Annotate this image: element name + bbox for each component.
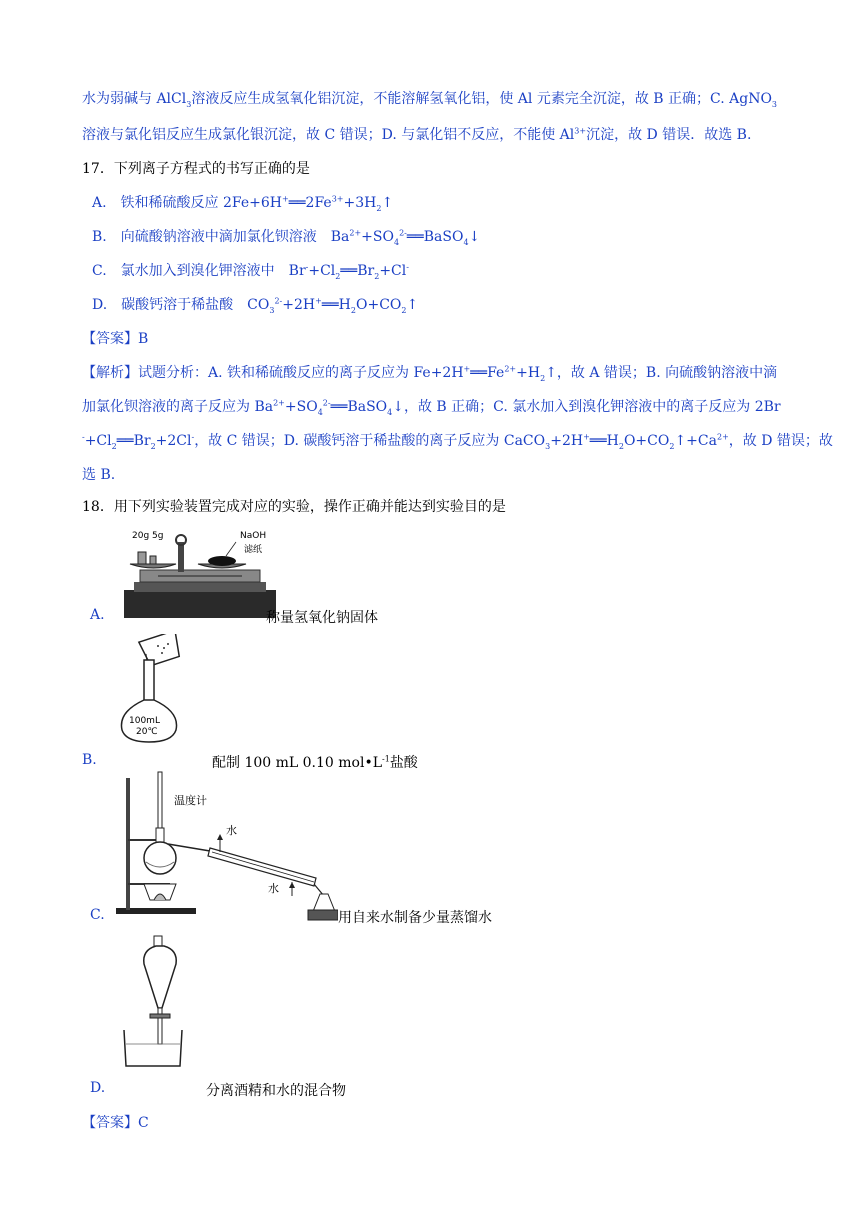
q18-option-a-letter: A. — [90, 607, 105, 623]
q18-option-d-letter: D. — [90, 1080, 106, 1096]
balance-figure — [118, 528, 284, 622]
q18-option-b-caption: 配制 100 mL 0.10 $mol•L^{-1}$盐酸 — [212, 754, 418, 771]
left-pan — [130, 564, 176, 568]
flask-neck — [144, 660, 154, 702]
q17-option-b: B. 向硫酸钠溶液中滴加氯化钡溶液 $Ba^{2+}+SO_4^{2-}══BaSO_4↓$ — [92, 228, 481, 247]
q18-option-a-caption: 称量氢氧化钠固体 — [266, 610, 378, 626]
q18-option-c-letter: C. — [90, 907, 105, 923]
q17-stem: 17．下列离子方程式的书写正确的是 — [82, 161, 310, 177]
funnel-stopcock — [150, 1014, 170, 1018]
flask-stand — [308, 910, 338, 920]
separatory-funnel-figure — [120, 934, 200, 1068]
filter-paper-label: 滤纸 — [244, 545, 263, 555]
q18-option-b-letter: B. — [82, 752, 97, 768]
q18-option-c-caption: 用自来水制备少量蒸馏水 — [338, 910, 492, 926]
naoh-solid — [208, 556, 236, 566]
distillation-flask — [144, 842, 176, 874]
q17-option-c: C. 氯水加入到溴化钾溶液中 $Br^-+Cl_2══Br_2+Cl^-$ — [92, 262, 409, 281]
balance-base — [124, 590, 276, 618]
funnel-stopper — [154, 936, 162, 946]
balance-plate-base — [134, 582, 266, 592]
distillation-figure — [116, 768, 338, 922]
prev-explanation-line-1: 水为弱碱与 AlCl$_3$溶液反应生成氢氧化铝沉淀，不能溶解氢氧化铝，使 Al 元素完全沉淀，故 B 正确；C. AgNO$_3$ — [82, 91, 778, 109]
stand-rod — [126, 778, 130, 910]
q17-analysis-line-1: 【解析】试题分析：A. 铁和稀硫酸反应的离子反应为 $Fe+2H^+══Fe^{2+}+H_2↑$，故 A 错误；B. 向硫酸钠溶液中滴 — [82, 364, 778, 383]
q18-answer: 【答案】C — [82, 1115, 149, 1131]
thermometer-label: 温度计 — [174, 794, 207, 807]
q17-option-d: D. 碳酸钙溶于稀盐酸 $CO_3^{2-}+2H^+══H_2O+CO_2↑$ — [92, 296, 419, 315]
q17-analysis-line-2: 加氯化钡溶液的离子反应为 $Ba^{2+}+SO_4^{2-}══BaSO_4↓$，故 B 正确；C. 氯水加入到溴化钾溶液中的离子反应为 2Br — [82, 398, 781, 417]
weight-20g — [138, 552, 146, 564]
flask-volume-label: 100mL — [129, 716, 160, 726]
volumetric-flask-figure — [112, 634, 202, 746]
q18-stem: 18．用下列实验装置完成对应的实验，操作正确并能达到实验目的是 — [82, 499, 506, 515]
q18-option-d-caption: 分离酒精和水的混合物 — [206, 1083, 346, 1099]
water-out-label: 水 — [226, 824, 237, 837]
beaker — [124, 1030, 182, 1066]
q17-option-a: A. 铁和稀硫酸反应 $2Fe+6H^+══2Fe^{3+}+3H_2↑$ — [92, 194, 394, 213]
water-in-label: 水 — [268, 882, 279, 895]
weight-5g — [150, 556, 156, 564]
prev-explanation-line-2: 溶液与氯化铝反应生成氯化银沉淀，故 C 错误；D. 与氯化铝不反应，不能使 $Al^{3+}$沉淀，故 D 错误．故选 B. — [82, 126, 752, 143]
q17-analysis-line-4: 选 B. — [82, 467, 116, 483]
q17-answer: 【答案】B — [82, 331, 149, 347]
separatory-funnel — [144, 946, 177, 1008]
flask-temp-label: 20℃ — [136, 727, 158, 737]
weights-label: 20g 5g — [132, 531, 164, 541]
q17-analysis-line-3: $^-+Cl_2══Br_2+2Cl^-$，故 C 错误；D. 碳酸钙溶于稀盐酸的离子反应为 $CaCO_3+2H^+══H_2O+CO_2↑+Ca^{2+}$，故 D 错误；故 — [82, 432, 833, 451]
naoh-label: NaOH — [240, 531, 267, 541]
